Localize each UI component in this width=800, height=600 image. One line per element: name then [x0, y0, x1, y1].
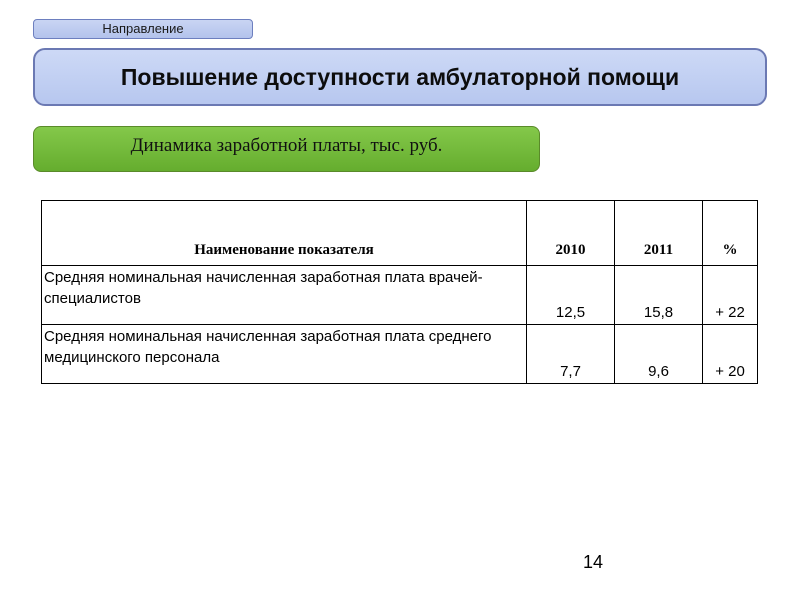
- table-row: [42, 325, 758, 384]
- row-value-2011: 9,6: [615, 325, 703, 384]
- header-year-2010: 2010: [527, 201, 615, 266]
- salary-table: [41, 200, 758, 384]
- table-header-row: [42, 201, 758, 266]
- subtitle-banner: [33, 126, 540, 172]
- row-percent-change: + 20: [703, 325, 758, 384]
- table-row: [42, 266, 758, 325]
- row-value-2011: 15,8: [615, 266, 703, 325]
- header-year-2011: 2011: [615, 201, 703, 266]
- title-banner: [33, 48, 767, 106]
- section-tag: Направление: [33, 19, 253, 39]
- row-percent-change: + 22: [703, 266, 758, 325]
- row-value-2010: 12,5: [527, 266, 615, 325]
- header-percent: %: [703, 201, 758, 266]
- header-indicator-name: Наименование показателя: [42, 201, 527, 266]
- row-indicator-name: Средняя номинальная начисленная заработная плата среднего медицинского персонала: [42, 325, 527, 384]
- row-indicator-name: Средняя номинальная начисленная заработная плата врачей-специалистов: [42, 266, 527, 325]
- slide-subtitle: Динамика заработной платы, тыс. руб.: [130, 135, 443, 156]
- page-number: 14: [583, 552, 604, 572]
- row-value-2010: 7,7: [527, 325, 615, 384]
- slide-title: Повышение доступности амбулаторной помощи: [120, 63, 680, 90]
